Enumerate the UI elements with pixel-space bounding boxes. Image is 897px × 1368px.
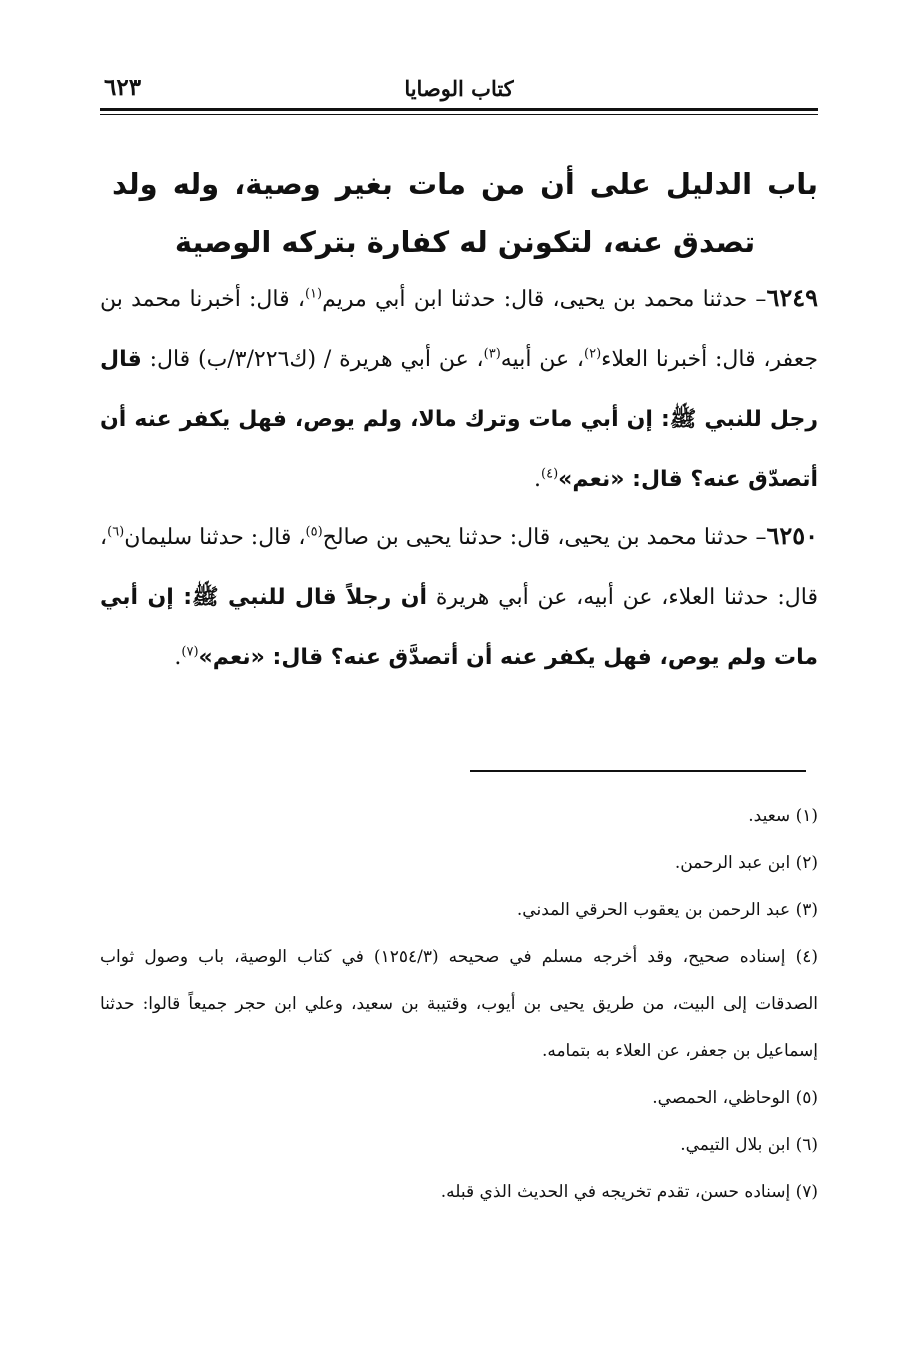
footnote-5: (٥) الوحاظي، الحمصي. [652, 1088, 818, 1108]
footnote-3: (٣) عبد الرحمن بن يعقوب الحرقي المدني. [516, 900, 818, 920]
footnote-4: (٤) إسناده صحيح، وقد أخرجه مسلم في صحيحه (١٢٥٤/٣) في كتاب الوصية، باب وصول ثواب الصدقات إلى البيت، من طريق يحيى بن أيوب، وقتيبة بن سعيد، وعلي ابن حجر جميعاً قالوا: حدثنا إسماعيل بن جعفر، عن العلاء به بتمامه. [100, 947, 818, 1061]
footnote-ref: (٧) [181, 644, 199, 660]
hadith-number: ٦٢٥٠ [766, 521, 819, 550]
running-title: كتاب الوصايا [404, 76, 514, 101]
footnote-ref: (٦) [107, 524, 125, 540]
footnote-ref: (٢) [584, 346, 602, 362]
hadith-text: ، قال: أخبرنا محمد بن جعفر، قال: أخبرنا العلاء [100, 287, 818, 372]
hadith-end: . [174, 645, 182, 670]
footnote-ref: (١) [304, 286, 323, 302]
header-rule-thick [100, 108, 818, 111]
hadith-6250 [100, 506, 818, 688]
hadith-text: ، عن أبيه [500, 347, 585, 372]
footnotes [100, 793, 818, 1216]
footnote-7: (٧) إسناده حسن، تقدم تخريجه في الحديث الذي قبله. [440, 1182, 818, 1202]
page-number: ٦٢٣ [104, 74, 142, 101]
page-header [100, 72, 818, 104]
hadith-matn: قال رجل للنبي ﷺ: إن أبي مات وترك مالا، ولم يوص، فهل يكفر عنه أن أتصدّق عنه؟ قال: «نعم» [100, 347, 818, 492]
hadith-end: . [534, 467, 541, 492]
footnote-1: (١) سعيد. [748, 806, 818, 826]
hadith-text: – حدثنا محمد بن يحيى، قال: حدثنا ابن أبي مريم [322, 287, 767, 312]
footnote-ref: (٤) [541, 466, 559, 482]
footnote-ref: (٣) [483, 346, 501, 362]
footnote-2: (٢) ابن عبد الرحمن. [674, 853, 818, 873]
hadith-text: ، قال: حدثنا سليمان [124, 525, 306, 550]
hadith-text: ، قال: حدثنا العلاء، عن أبيه، عن أبي هريرة [100, 525, 819, 610]
footnote-ref: (٥) [305, 524, 323, 540]
hadith-number: ٦٢٤٩ [766, 283, 818, 312]
chapter-title: باب الدليل على أن من مات بغير وصية، وله ولد تصدق عنه، لتكونن له كفارة بتركه الوصية [112, 167, 818, 259]
footnote-6: (٦) ابن بلال التيمي. [680, 1135, 818, 1155]
hadith-6249 [100, 268, 818, 510]
header-rule-thin [100, 114, 818, 115]
hadith-text: – حدثنا محمد بن يحيى، قال: حدثنا يحيى بن صالح [322, 525, 767, 550]
hadith-matn: أن رجلاً قال للنبي ﷺ: إن أبي مات ولم يوص، فهل يكفر عنه أن أتصدَّق عنه؟ قال: «نعم» [100, 585, 818, 670]
footnote-separator [470, 770, 806, 772]
hadith-text: ، عن أبي هريرة / (ك٣/٢٢٦/ب) قال: [141, 347, 484, 372]
